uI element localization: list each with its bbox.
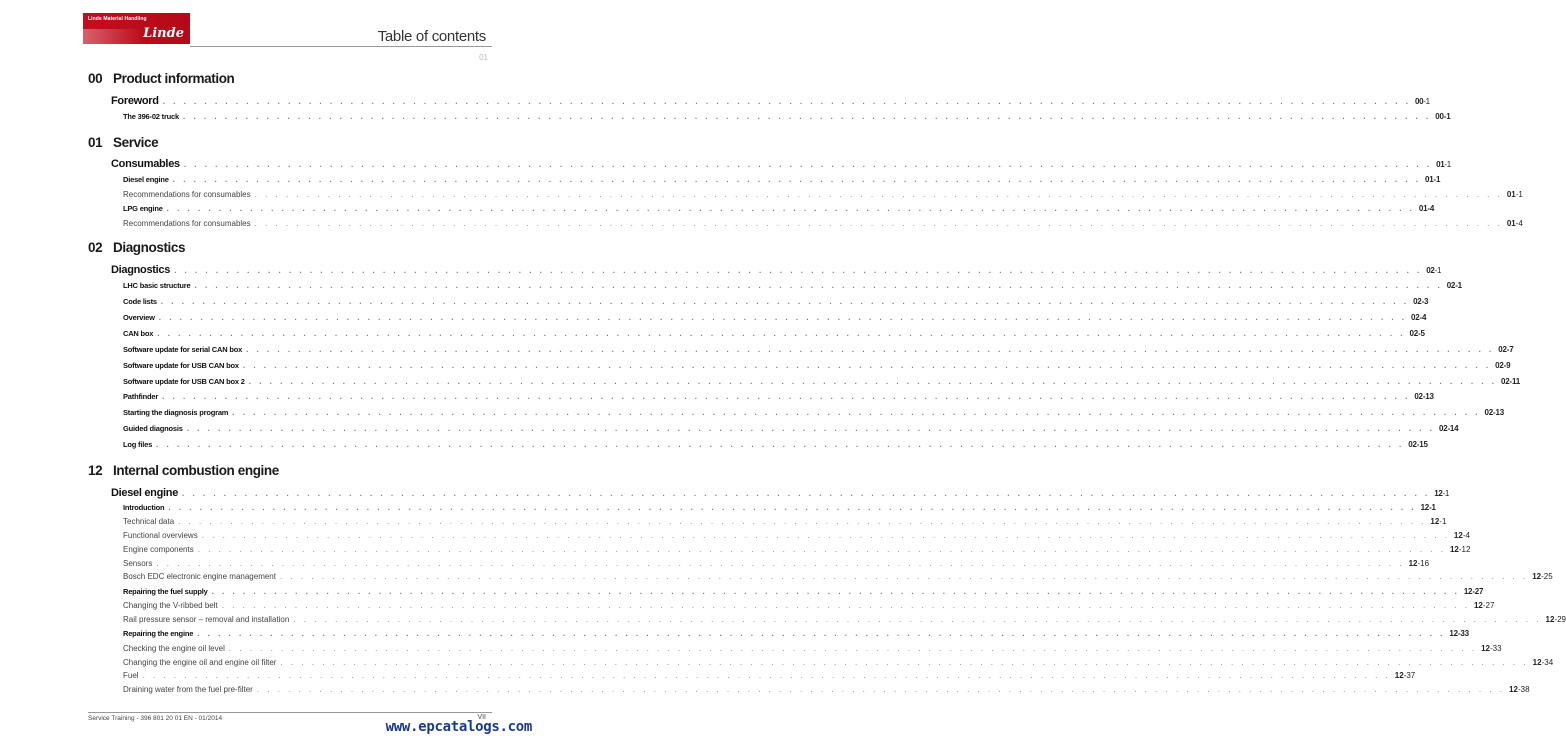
page-number: 29 [1557,615,1566,625]
page-number: 4 [1429,204,1435,213]
page-chapter: 12 [1532,657,1542,667]
page-number: 33 [1460,629,1469,639]
page-chapter: 12 [1453,530,1463,540]
header-divider [190,46,492,47]
toc-entry-page [1450,531,1470,540]
page-separator: - [1503,361,1507,370]
dot-leader: . . . . . . . . . . . . . . . . . . . . . . . . . . . . . . . . . . . . . . . . . . . . . . . . . . . . . . . . . . . . . . . . . . . . . . . . . . . . . . . . . . . . . . . . . . . . . . . . . . . . . . . . . . . . . . . . . . . . . . . . [197,629,1446,639]
page-chapter: 02 [1484,408,1493,418]
page-chapter: 12 [1430,516,1440,526]
toc-entry-page [1409,297,1428,306]
dot-leader: . . . . . . . . . . . . . . . . . . . . . . . . . . . . . . . . . . . . . . . . . . . . . . . . . . . . . . . . . . . . . . . . . . . . . . . . . . . . . . . . . . . . . . . . . . . . . . . . . . . . . . . . . . . . . . . . . . . . . . . . [142,671,1391,681]
dot-leader: . . . . . . . . . . . . . . . . . . . . . . . . . . . . . . . . . . . . . . . . . . . . . . . . . . . . . . . . . . . . . . . . . . . . . . . . . . . . . . . . . . . . . . . . . . . . . . . . . . . . . . . . . . . . . . . . . . . . . . . . [228,643,1478,653]
toc-entry[interactable] [123,424,1459,433]
toc-entry[interactable] [111,95,1430,107]
page-number: 27 [1485,601,1495,611]
toc-entry[interactable] [123,439,1428,449]
page-separator: - [1492,408,1496,418]
page-number: 37 [1406,671,1416,681]
page-separator: - [1418,329,1421,338]
toc-entry-label: Software update for USB CAN box [123,361,239,370]
toc-entry[interactable] [123,345,1514,354]
toc-entry-label: Changing the engine oil and engine oil filter [123,657,277,667]
page-separator: - [1434,266,1437,275]
chapter-title: Product information [113,71,235,86]
toc-entry-label: Checking the engine oil level [123,643,225,653]
page-chapter: 02 [1409,329,1418,338]
toc-entry-label: Draining water from the fuel pre-filter [123,685,253,695]
page-separator: - [1554,615,1558,625]
page-chapter: 02 [1410,313,1420,322]
toc-entry-label: Code lists [123,297,157,306]
page-chapter: 01 [1418,204,1428,213]
dot-leader: . . . . . . . . . . . . . . . . . . . . . . . . . . . . . . . . . . . . . . . . . . . . . . . . . . . . . . . . . . . . . . . . . . . . . . . . . . . . . . . . . . . . . . . . . . . . . . . . . . . . . . . . . . . . . . . . . . . . . . . . [221,601,1470,611]
toc-entry-page [1405,559,1429,568]
dot-leader: . . . . . . . . . . . . . . . . . . . . . . . . . . . . . . . . . . . . . . . . . . . . . . . . . . . . . . . . . . . . . . . . . . . . . . . . . . . . . . . . . . . . . . . . . . . . . . . . . . . . . . . . . . . . . . . . . . . . . . . . [156,558,1405,568]
toc-entry-page [1407,313,1426,322]
toc-entry[interactable] [123,685,1530,695]
page-number: 4 [1518,218,1523,228]
page-separator: - [1472,586,1475,596]
toc-entry-label: Log files [123,439,153,449]
page-chapter: 12 [1532,572,1542,582]
page-chapter: 00 [1414,97,1424,106]
dot-leader: . . . . . . . . . . . . . . . . . . . . . . . . . . . . . . . . . . . . . . . . . . . . . . . . . . . . . . . . . . . . . . . . . . . . . . . . . . . . . . . . . . . . . . . . . . . . . . . . . . . . . . . . . . . . . . . . . . . . . . . . [254,189,1503,199]
toc-entry[interactable] [123,408,1504,418]
toc-entry-page [1477,644,1501,653]
page-separator: - [1403,671,1407,681]
dot-leader: . . . . . . . . . . . . . . . . . . . . . . . . . . . . . . . . . . . . . . . . . . . . . . . . . . . . . . . . . . . . . . . . . . . . . . . . . . . . . . . . . . . . . . . . . . . . . . . . . . . . . . . . . . . . . . . . . . . . . . . . [246,345,1495,354]
page-separator: - [1462,530,1466,540]
dot-leader: . . . . . . . . . . . . . . . . . . . . . . . . . . . . . . . . . . . . . . . . . . . . . . . . . . . . . . . . . . . . . . . . . . . . . . . . . . . . . . . . . . . . . . . . . . . . . . . . . . . . . . . . . . . . . . . . . . . . . . . . [242,361,1492,370]
dot-leader: . . . . . . . . . . . . . . . . . . . . . . . . . . . . . . . . . . . . . . . . . . . . . . . . . . . . . . . . . . . . . . . . . . . . . . . . . . . . . . . . . . . . . . . . . . . . . . . . . . . . . . . . . . . . . . . . . . . . . . . . [211,586,1460,596]
page-chapter: 12 [1473,601,1483,611]
page-separator: - [1417,558,1421,568]
toc-entry-page [1426,517,1446,526]
page-separator: - [1447,424,1450,433]
dot-leader: . . . . . . . . . . . . . . . . . . . . . . . . . . . . . . . . . . . . . . . . . . . . . . . . . . . . . . . . . . . . . . . . . . . . . . . . . . . . . . . . . . . . . . . . . . . . . . . . . . . . . . . . . . . . . . . . . . . . . . . . [279,572,1529,582]
page-separator: - [1489,643,1493,653]
toc-entry-label: Starting the diagnosis program [123,408,229,418]
toc-entry-page [1432,160,1451,169]
page-chapter: 12 [1481,643,1490,653]
page-chapter: 00 [1435,112,1444,121]
toc-entry-page [1391,671,1415,680]
page-number: 1 [1446,160,1451,169]
dot-leader: . . . . . . . . . . . . . . . . . . . . . . . . . . . . . . . . . . . . . . . . . . . . . . . . . . . . . . . . . . . . . . . . . . . . . . . . . . . . . . . . . . . . . . . . . . . . . . . . . . . . . . . . . . . . . . . . . . . . . . . . [162,97,1411,106]
chapter-number: 00 [88,71,103,86]
tab-marker: 01 [479,53,488,62]
linde-logo [83,13,190,44]
page-number: 1 [1444,489,1450,498]
page-separator: - [1541,572,1544,582]
toc-entry-page [1443,281,1462,290]
toc-entry-label: Recommendations for consumables [123,218,251,228]
page-number: 1 [1518,189,1523,199]
page-separator: - [1427,204,1430,213]
page-number: 15 [1419,439,1428,449]
page-number: 3 [1424,297,1429,306]
page-chapter: 02 [1426,266,1435,275]
page-separator: - [1439,516,1442,526]
toc-entry[interactable] [123,218,1523,228]
chapter-title: Internal combustion engine [113,463,279,478]
toc-entry-page [1460,587,1483,596]
dot-leader: . . . . . . . . . . . . . . . . . . . . . . . . . . . . . . . . . . . . . . . . . . . . . . . . . . . . . . . . . . . . . . . . . . . . . . . . . . . . . . . . . . . . . . . . . . . . . . . . . . . . . . . . . . . . . . . . . . . . . . . . [174,266,1423,275]
toc-entry-page [1494,345,1513,354]
toc-entry-page [1422,266,1441,275]
page-number: 33 [1492,643,1502,653]
page-chapter: 02 [1500,376,1510,386]
toc-entry-label: Recommendations for consumables [123,189,251,199]
toc-entry[interactable] [123,329,1425,338]
page-number: 27 [1474,586,1484,596]
toc-entry-page [1542,615,1566,624]
page-number: 1 [1436,266,1442,275]
dot-leader: . . . . . . . . . . . . . . . . . . . . . . . . . . . . . . . . . . . . . . . . . . . . . . . . . . . . . . . . . . . . . . . . . . . . . . . . . . . . . . . . . . . . . . . . . . . . . . . . . . . . . . . . . . . . . . . . . . . . . . . . [166,204,1415,213]
page-number: 11 [1511,376,1520,386]
page-number: 1 [1435,175,1441,184]
toc-entry-label: Introduction [123,503,165,512]
dot-leader: . . . . . . . . . . . . . . . . . . . . . . . . . . . . . . . . . . . . . . . . . . . . . . . . . . . . . . . . . . . . . . . . . . . . . . . . . . . . . . . . . . . . . . . . . . . . . . . . . . . . . . . . . . . . . . . . . . . . . . . . [183,160,1433,169]
page-separator: - [1444,160,1447,169]
page-separator: - [1423,97,1426,106]
toc-entry[interactable] [111,487,1450,499]
page-number: 34 [1544,657,1554,667]
toc-entry-page [1497,377,1520,386]
page-number: 1 [1457,281,1462,290]
toc-entry-page [1529,658,1553,667]
dot-leader: . . . . . . . . . . . . . . . . . . . . . . . . . . . . . . . . . . . . . . . . . . . . . . . . . . . . . . . . . . . . . . . . . . . . . . . . . . . . . . . . . . . . . . . . . . . . . . . . . . . . . . . . . . . . . . . . . . . . . . . . [194,281,1443,290]
toc-entry-page [1491,361,1510,370]
page-chapter: 02 [1414,392,1423,402]
toc-entry-page [1435,424,1458,433]
toc-entry[interactable] [123,572,1553,582]
page-chapter: 02 [1408,439,1417,449]
toc-entry-page [1406,329,1425,338]
page-chapter: 12 [1449,629,1458,639]
toc-entry-label: Sensors [123,558,153,568]
dot-leader: . . . . . . . . . . . . . . . . . . . . . . . . . . . . . . . . . . . . . . . . . . . . . . . . . . . . . . . . . . . . . . . . . . . . . . . . . . . . . . . . . . . . . . . . . . . . . . . . . . . . . . . . . . . . . . . . . . . . . . . . [168,503,1417,512]
page-title: Table of contents [377,28,486,45]
chapter-heading [88,135,158,150]
page-chapter: 01 [1424,175,1434,184]
dot-leader: . . . . . . . . . . . . . . . . . . . . . . . . . . . . . . . . . . . . . . . . . . . . . . . . . . . . . . . . . . . . . . . . . . . . . . . . . . . . . . . . . . . . . . . . . . . . . . . . . . . . . . . . . . . . . . . . . . . . . . . . [197,544,1446,554]
dot-leader: . . . . . . . . . . . . . . . . . . . . . . . . . . . . . . . . . . . . . . . . . . . . . . . . . . . . . . . . . . . . . . . . . . . . . . . . . . . . . . . . . . . . . . . . . . . . . . . . . . . . . . . . . . . . . . . . . . . . . . . . [256,685,1506,695]
page-separator: - [1429,503,1432,512]
toc-entry[interactable] [123,503,1436,512]
page-number: 1 [1431,503,1436,512]
dot-leader: . . . . . . . . . . . . . . . . . . . . . . . . . . . . . . . . . . . . . . . . . . . . . . . . . . . . . . . . . . . . . . . . . . . . . . . . . . . . . . . . . . . . . . . . . . . . . . . . . . . . . . . . . . . . . . . . . . . . . . . . [158,313,1407,322]
watermark: www.epcatalogs.com [385,719,532,735]
toc-entry-label: Overview [123,313,155,322]
toc-entry-label: Pathfinder [123,392,159,402]
toc-entry[interactable] [123,204,1435,213]
toc-entry-label: CAN box [123,329,154,338]
toc-entry-label: Diagnostics [111,264,171,276]
page-chapter: 02 [1413,297,1422,306]
page-number: 4 [1465,530,1470,540]
toc-entry[interactable] [123,313,1427,322]
page-number: 25 [1543,572,1553,582]
page-chapter: 12 [1463,586,1473,596]
toc-entry-page [1415,204,1434,213]
page-number: 1 [1446,112,1451,121]
page-chapter: 12 [1408,558,1418,568]
page-separator: - [1442,489,1445,498]
page-number: 16 [1420,558,1430,568]
dot-leader: . . . . . . . . . . . . . . . . . . . . . . . . . . . . . . . . . . . . . . . . . . . . . . . . . . . . . . . . . . . . . . . . . . . . . . . . . . . . . . . . . . . . . . . . . . . . . . . . . . . . . . . . . . . . . . . . . . . . . . . . [248,376,1497,386]
page-chapter: 01 [1506,189,1516,199]
toc-entry[interactable] [123,361,1511,370]
page-separator: - [1455,281,1458,290]
toc-entry[interactable] [123,558,1430,568]
page-chapter: 02 [1495,361,1504,370]
page-chapter: 01 [1506,218,1516,228]
toc-entry-page [1431,112,1450,121]
page-chapter: 02 [1498,345,1507,354]
page-number: 13 [1495,408,1504,418]
toc-entry-page [1446,545,1470,554]
toc-entry[interactable] [123,657,1554,667]
logo-brand: Linde [143,26,184,41]
logo-subtitle: Linde Material Handling [88,16,147,22]
toc-entry[interactable] [123,643,1502,653]
toc-entry-label: Software update for serial CAN box [123,345,243,354]
toc-entry-page [1503,190,1523,199]
page-separator: - [1422,392,1426,402]
toc-entry-label: Fuel [123,671,139,681]
chapter-title: Service [113,135,159,150]
page-separator: - [1419,313,1422,322]
toc-entry-page [1445,629,1468,638]
toc-entry[interactable] [123,586,1484,596]
page-chapter: 01 [1436,160,1445,169]
toc-entry-label: Rail pressure sensor – removal and installation [123,615,290,625]
toc-entry[interactable] [123,544,1471,554]
toc-entry-label: Consumables [111,158,180,170]
toc-entry-label: Software update for USB CAN box 2 [123,376,245,386]
page-number: 1 [1441,516,1447,526]
dot-leader: . . . . . . . . . . . . . . . . . . . . . . . . . . . . . . . . . . . . . . . . . . . . . . . . . . . . . . . . . . . . . . . . . . . . . . . . . . . . . . . . . . . . . . . . . . . . . . . . . . . . . . . . . . . . . . . . . . . . . . . . [157,329,1406,338]
toc-entry-page [1480,408,1503,417]
page-chapter: 12 [1420,503,1430,512]
dot-leader: . . . . . . . . . . . . . . . . . . . . . . . . . . . . . . . . . . . . . . . . . . . . . . . . . . . . . . . . . . . . . . . . . . . . . . . . . . . . . . . . . . . . . . . . . . . . . . . . . . . . . . . . . . . . . . . . . . . . . . . . [201,530,1450,540]
dot-leader: . . . . . . . . . . . . . . . . . . . . . . . . . . . . . . . . . . . . . . . . . . . . . . . . . . . . . . . . . . . . . . . . . . . . . . . . . . . . . . . . . . . . . . . . . . . . . . . . . . . . . . . . . . . . . . . . . . . . . . . . [280,657,1529,667]
toc-entry-page [1417,503,1436,512]
dot-leader: . . . . . . . . . . . . . . . . . . . . . . . . . . . . . . . . . . . . . . . . . . . . . . . . . . . . . . . . . . . . . . . . . . . . . . . . . . . . . . . . . . . . . . . . . . . . . . . . . . . . . . . . . . . . . . . . . . . . . . . . [160,297,1410,306]
page-number: 9 [1506,361,1511,370]
page-number: 5 [1420,329,1425,338]
page-chapter: 12 [1394,671,1404,681]
page-separator: - [1433,175,1436,184]
page-separator: - [1443,112,1447,121]
toc-entry[interactable] [123,175,1441,184]
toc-entry-page [1505,685,1529,694]
page-number: 4 [1421,313,1427,322]
toc-entry-label: Diesel engine [123,175,169,184]
footer-divider [88,712,492,713]
page-number: 1 [1425,97,1430,106]
toc-entry-label: The 396-02 truck [123,112,179,121]
toc-entry-page [1421,175,1440,184]
toc-entry-label: Changing the V-ribbed belt [123,601,218,611]
footer-page-number: VII [477,714,486,721]
chapter-heading [88,71,234,86]
toc-entry-page [1410,392,1433,401]
chapter-heading [88,463,279,478]
toc-entry-label: Technical data [123,516,175,526]
toc-entry[interactable] [123,671,1416,681]
toc-entry-label: Repairing the fuel supply [123,586,208,596]
toc-entry-page [1404,440,1427,449]
dot-leader: . . . . . . . . . . . . . . . . . . . . . . . . . . . . . . . . . . . . . . . . . . . . . . . . . . . . . . . . . . . . . . . . . . . . . . . . . . . . . . . . . . . . . . . . . . . . . . . . . . . . . . . . . . . . . . . . . . . . . . . . [293,615,1542,625]
page-separator: - [1458,544,1462,554]
toc-entry-label: Functional overviews [123,530,198,540]
chapter-heading [88,240,185,255]
toc-entry-page [1430,489,1449,498]
logo-stripe [83,29,143,44]
page-number: 13 [1425,392,1434,402]
page-chapter: 12 [1449,544,1459,554]
toc-entry[interactable] [111,158,1451,170]
page-chapter: 02 [1438,424,1448,433]
dot-leader: . . . . . . . . . . . . . . . . . . . . . . . . . . . . . . . . . . . . . . . . . . . . . . . . . . . . . . . . . . . . . . . . . . . . . . . . . . . . . . . . . . . . . . . . . . . . . . . . . . . . . . . . . . . . . . . . . . . . . . . . [232,408,1481,418]
dot-leader: . . . . . . . . . . . . . . . . . . . . . . . . . . . . . . . . . . . . . . . . . . . . . . . . . . . . . . . . . . . . . . . . . . . . . . . . . . . . . . . . . . . . . . . . . . . . . . . . . . . . . . . . . . . . . . . . . . . . . . . . [254,218,1503,228]
page-separator: - [1457,629,1461,639]
dot-leader: . . . . . . . . . . . . . . . . . . . . . . . . . . . . . . . . . . . . . . . . . . . . . . . . . . . . . . . . . . . . . . . . . . . . . . . . . . . . . . . . . . . . . . . . . . . . . . . . . . . . . . . . . . . . . . . . . . . . . . . . [172,175,1421,184]
dot-leader: . . . . . . . . . . . . . . . . . . . . . . . . . . . . . . . . . . . . . . . . . . . . . . . . . . . . . . . . . . . . . . . . . . . . . . . . . . . . . . . . . . . . . . . . . . . . . . . . . . . . . . . . . . . . . . . . . . . . . . . . [183,112,1432,121]
page-separator: - [1517,685,1521,695]
footer-doc-info: Service Training - 396 801 20 01 EN - 01/2014 [88,715,223,722]
toc-entry-label: Diesel engine [111,487,179,499]
dot-leader: . . . . . . . . . . . . . . . . . . . . . . . . . . . . . . . . . . . . . . . . . . . . . . . . . . . . . . . . . . . . . . . . . . . . . . . . . . . . . . . . . . . . . . . . . . . . . . . . . . . . . . . . . . . . . . . . . . . . . . . . [156,439,1405,449]
page-separator: - [1421,297,1425,306]
toc-entry-page [1503,219,1523,228]
toc-entry[interactable] [123,516,1447,526]
page-number: 12 [1461,544,1471,554]
toc-entry-label: Engine components [123,544,194,554]
toc-entry-label: Foreword [111,95,159,107]
toc-entry-label: LPG engine [123,204,163,213]
page-number: 14 [1449,424,1459,433]
toc-entry-page [1470,601,1494,610]
toc-entry[interactable] [123,615,1566,625]
toc-entry[interactable] [123,297,1429,306]
toc-entry[interactable] [123,376,1520,386]
toc-entry-label: Guided diagnosis [123,424,183,433]
page-separator: - [1541,657,1545,667]
page-chapter: 12 [1509,685,1518,695]
dot-leader: . . . . . . . . . . . . . . . . . . . . . . . . . . . . . . . . . . . . . . . . . . . . . . . . . . . . . . . . . . . . . . . . . . . . . . . . . . . . . . . . . . . . . . . . . . . . . . . . . . . . . . . . . . . . . . . . . . . . . . . . [186,424,1435,433]
toc-entry[interactable] [123,189,1523,199]
toc-entry[interactable] [123,601,1495,611]
dot-leader: . . . . . . . . . . . . . . . . . . . . . . . . . . . . . . . . . . . . . . . . . . . . . . . . . . . . . . . . . . . . . . . . . . . . . . . . . . . . . . . . . . . . . . . . . . . . . . . . . . . . . . . . . . . . . . . . . . . . . . . . [182,489,1431,498]
page-chapter: 12 [1545,615,1555,625]
chapter-title: Diagnostics [113,240,186,255]
toc-entry-label: Bosch EDC electronic engine management [123,572,276,582]
toc-entry[interactable] [111,264,1442,276]
toc-entry[interactable] [123,281,1462,290]
toc-entry-page [1528,572,1552,581]
page-separator: - [1482,601,1486,611]
toc-entry[interactable] [123,112,1451,121]
toc-entry[interactable] [123,392,1434,402]
page-separator: - [1509,376,1512,386]
page-chapter: 02 [1446,281,1456,290]
dot-leader: . . . . . . . . . . . . . . . . . . . . . . . . . . . . . . . . . . . . . . . . . . . . . . . . . . . . . . . . . . . . . . . . . . . . . . . . . . . . . . . . . . . . . . . . . . . . . . . . . . . . . . . . . . . . . . . . . . . . . . . . [178,516,1427,526]
page-separator: - [1416,439,1420,449]
page-number: 7 [1509,345,1514,354]
page-chapter: 12 [1434,489,1443,498]
chapter-number: 12 [88,463,103,478]
dot-leader: . . . . . . . . . . . . . . . . . . . . . . . . . . . . . . . . . . . . . . . . . . . . . . . . . . . . . . . . . . . . . . . . . . . . . . . . . . . . . . . . . . . . . . . . . . . . . . . . . . . . . . . . . . . . . . . . . . . . . . . . [162,392,1411,402]
toc-entry-label: Repairing the engine [123,629,194,639]
toc-entry-page [1411,97,1430,106]
page-separator: - [1506,345,1510,354]
toc-entry-label: LHC basic structure [123,281,191,290]
page-number: 38 [1520,685,1530,695]
page-separator: - [1515,218,1519,228]
toc-entry[interactable] [123,530,1470,540]
chapter-number: 01 [88,135,103,150]
toc-entry[interactable] [123,629,1469,639]
page-separator: - [1515,189,1519,199]
chapter-number: 02 [88,240,103,255]
